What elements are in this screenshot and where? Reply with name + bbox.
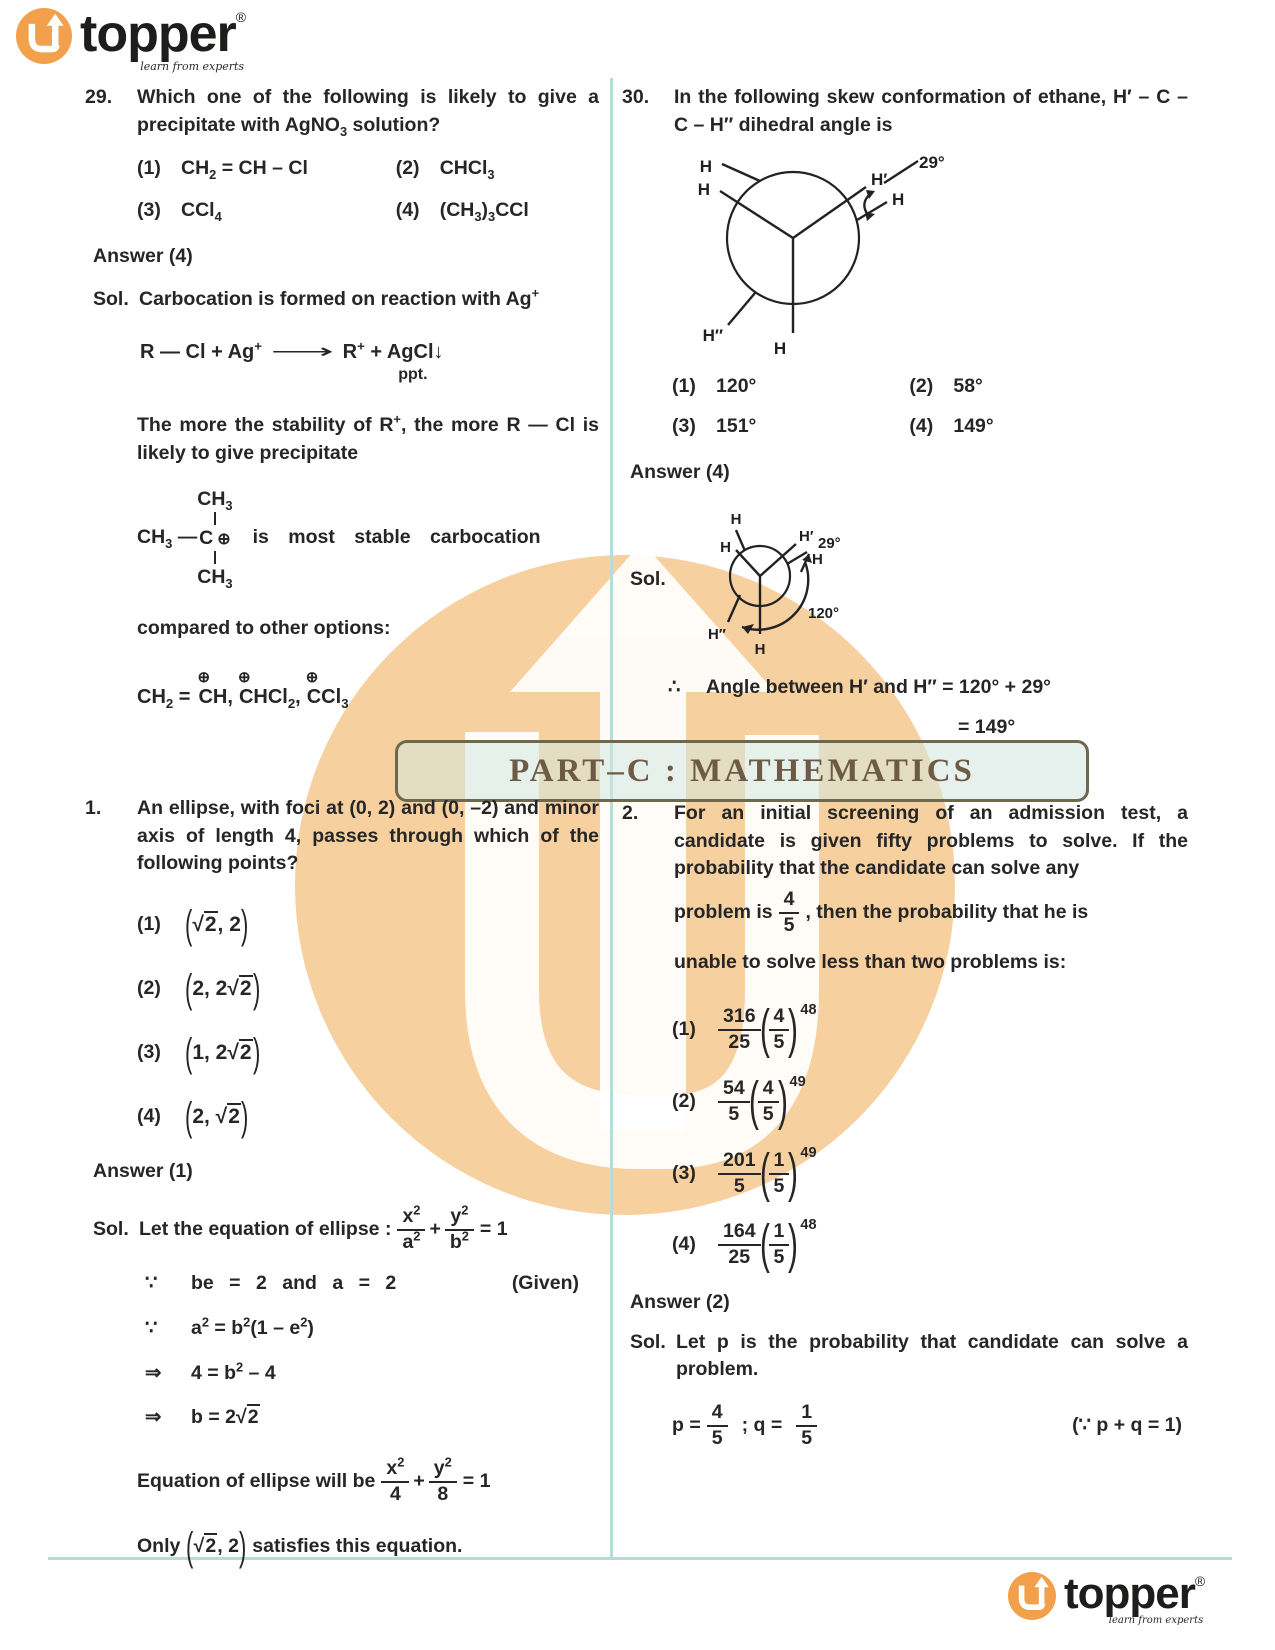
utopper-logo-icon: [16, 8, 72, 64]
atom-label: H″: [702, 326, 723, 346]
atom-label: H: [699, 157, 712, 177]
option-label: (4): [909, 415, 934, 438]
coeff-numerator: 201: [723, 1148, 756, 1171]
angle-label: 29°: [818, 535, 841, 553]
question-2-block: [622, 800, 1188, 1450]
option-value: √2, 2: [192, 913, 241, 937]
newman-projection-solution: [690, 494, 875, 664]
carbocation-3: CCl$_3$: [306, 685, 349, 711]
implies-symbol: ⇒: [145, 1361, 162, 1384]
paren: (: [759, 999, 770, 1060]
option-label: (4): [672, 1233, 696, 1256]
option-label: (2): [909, 375, 934, 398]
brand-name: topper: [80, 5, 236, 63]
option-value: $(CH_3)_3CCl$: [439, 199, 529, 224]
structure-bottom-group: $CH_3$: [197, 566, 233, 592]
paren: ): [252, 967, 260, 1012]
registered-mark: ®: [1194, 1573, 1206, 1589]
p-equals: p =: [672, 1414, 701, 1437]
numerator: 1: [801, 1401, 813, 1424]
option-label: (1): [672, 375, 696, 398]
answer-line: Answer (1): [93, 1160, 193, 1183]
angle-label: 120°: [808, 605, 840, 623]
denominator: 5: [769, 1029, 790, 1054]
question-1-block: [85, 795, 599, 1569]
numerator: 4: [783, 888, 795, 911]
precipitate-note: ppt.: [398, 365, 428, 383]
structure-top-group: $CH_3$: [197, 487, 233, 513]
paren: ): [252, 1031, 260, 1076]
solution-label: Sol.: [93, 1217, 129, 1240]
equation-lead: Equation of ellipse will be: [137, 1470, 376, 1493]
option-value: 1, 2√2: [192, 1041, 252, 1065]
implies-symbol: ⇒: [145, 1406, 162, 1429]
bond-line: [214, 551, 217, 564]
closing-text-a: Only: [137, 1534, 181, 1557]
reaction-equation: [140, 338, 599, 386]
compared-note: compared to other options:: [137, 616, 391, 639]
bond-line: [214, 512, 217, 525]
question-text: For an initial screening of an admission test, a candidate is given fifty problems to solve. If the probability that the candidate can solve any: [674, 802, 1188, 880]
denominator: 5: [769, 1173, 790, 1198]
paren: (: [748, 1070, 759, 1131]
utopper-logo-top: [16, 5, 247, 73]
solution-text: Carbocation is formed on reaction with Ag+: [139, 285, 540, 311]
question-text: In the following skew conformation of ethane, H′ – C – C – H″ dihedral angle is: [674, 86, 1188, 136]
coeff-denominator: 25: [718, 1244, 761, 1269]
coeff-denominator: 5: [718, 1173, 761, 1198]
atom-label: H: [812, 551, 823, 569]
angle-label: 29°: [919, 153, 945, 173]
reaction-arrow-icon: ⟶: [270, 341, 334, 364]
question-text-end: unable to solve less than two problems is:: [674, 950, 1067, 973]
answer-line: Answer (4): [630, 460, 730, 483]
option-label: (3): [137, 199, 161, 222]
q-equals: ; q =: [741, 1414, 783, 1437]
option-label: (2): [395, 157, 420, 180]
option-label: (2): [672, 1090, 696, 1113]
plus-charge-icon: ⊕: [305, 668, 319, 686]
solution-text: Let p is the probability that candidate can solve a problem.: [676, 1330, 1188, 1381]
exponent: 49: [800, 1145, 817, 1162]
step-text: be = 2 and a = 2: [191, 1272, 397, 1295]
answer-line: Answer (4): [93, 244, 193, 267]
brand-tagline: learn from experts: [1108, 1615, 1204, 1626]
formula-prefix: $CH_2$ =: [137, 685, 191, 711]
conclusion-text: Angle between H′ and H″ = 120° + 29°: [706, 676, 1051, 699]
therefore-symbol: ∴: [668, 676, 681, 699]
atom-label: H″: [707, 626, 726, 644]
brand-name: topper: [1064, 1569, 1195, 1618]
paren: ): [777, 1070, 788, 1131]
solution-label: Sol.: [93, 288, 129, 311]
separator: ,: [295, 685, 301, 708]
denominator: 5: [758, 1101, 779, 1126]
plus-charge-icon: ⊕: [217, 531, 231, 549]
paren: ): [240, 1095, 249, 1140]
options-q30: [672, 373, 1188, 440]
atom-label: H: [720, 539, 731, 557]
coeff-numerator: 54: [723, 1077, 745, 1100]
exponent: 48: [800, 1001, 817, 1018]
coeff-numerator: 316: [723, 1005, 756, 1028]
closing-text-b: satisfies this equation.: [252, 1534, 463, 1557]
solution-lead: Let the equation of ellipse :: [139, 1217, 392, 1240]
paren: ): [238, 1524, 247, 1569]
option-label: (2): [137, 977, 161, 1000]
option-label: (3): [137, 1041, 161, 1064]
numerator: 1: [773, 1220, 785, 1243]
option-label: (1): [672, 1018, 696, 1041]
structure-center-atom: C: [199, 527, 214, 550]
structure-left-group: $CH_3$ —: [137, 526, 198, 552]
coeff-denominator: 25: [718, 1029, 761, 1054]
equals-one: = 1: [479, 1217, 508, 1240]
plus-charge-icon: ⊕: [197, 668, 211, 686]
exponent: 48: [800, 1216, 817, 1233]
paren: (: [759, 1214, 770, 1275]
because-note: (∵ p + q = 1): [1072, 1414, 1182, 1437]
option-value: 149°: [953, 415, 994, 438]
option-value: 58°: [953, 375, 983, 398]
exponent: 49: [789, 1073, 806, 1090]
paren: ): [240, 903, 249, 948]
denominator: 5: [796, 1425, 817, 1450]
precipitate-arrow-icon: ↓: [433, 341, 444, 364]
atom-label: H: [697, 180, 710, 200]
denominator: $a^2$: [397, 1229, 425, 1254]
because-symbol: ∵: [145, 1317, 158, 1340]
carbocation-1: CH: [198, 685, 228, 708]
registered-mark: ®: [235, 9, 247, 25]
separator: ,: [227, 685, 233, 708]
option-value: $CH_2$ = CH – Cl: [181, 157, 308, 183]
section-banner-part-c-mathematics: PART–C : MATHEMATICS: [395, 740, 1089, 802]
atom-label: H′: [799, 528, 814, 546]
option-value: 2, √2: [192, 1105, 240, 1129]
step-text: $4 = b^2 - 4$: [191, 1359, 276, 1384]
step-text: b = 2√2: [191, 1406, 259, 1429]
brand-tagline: learn from experts: [140, 60, 245, 73]
question-30-block: [622, 84, 1188, 742]
because-symbol: ∵: [145, 1272, 158, 1295]
options-q29: [137, 155, 599, 224]
option-label: (4): [137, 1105, 161, 1128]
atom-label: H′: [871, 170, 888, 190]
atom-label: H: [773, 339, 787, 359]
paren: (: [184, 1031, 193, 1076]
question-text-mid-b: , then the probability that he is: [805, 901, 1089, 924]
newman-projection-question: [660, 147, 980, 359]
question-text: An ellipse, with foci at (0, 2) and (0, –2) and minor axis of length 4, passes through which of the following points?: [137, 797, 599, 875]
denominator: 4: [381, 1481, 409, 1506]
option-value: CCl$_4$: [181, 199, 222, 224]
reaction-left: R — Cl + Ag+: [140, 338, 262, 364]
column-divider: [610, 78, 613, 1558]
option-label: (4): [395, 199, 420, 222]
plus-sign: +: [413, 1470, 425, 1493]
equals-one: = 1: [462, 1470, 491, 1493]
stability-note: The more the stability of R+, the more R — Cl is likely to give precipitate: [137, 411, 599, 464]
option-label: (1): [137, 913, 161, 936]
solution-label: Sol.: [630, 567, 666, 590]
paren: (: [184, 967, 193, 1012]
ellipse-equation: [397, 1202, 508, 1254]
option-value: 151°: [716, 415, 757, 438]
option-label: (1): [137, 157, 161, 180]
numerator: $x^2$: [402, 1202, 421, 1227]
denominator: 5: [769, 1244, 790, 1269]
reaction-right: R+ + AgCl: [342, 338, 434, 364]
question-number: 30.: [622, 86, 650, 108]
utopper-logo-icon: [1008, 1572, 1056, 1620]
denominator: $b^2$: [445, 1229, 474, 1254]
numerator: $y^2$: [433, 1454, 452, 1480]
coeff-numerator: 164: [723, 1220, 756, 1243]
question-29-block: [85, 84, 599, 711]
question-text: Which one of the following is likely to give a precipitate with AgNO$_3$ solution?: [137, 86, 599, 139]
paren: ): [788, 999, 799, 1060]
option-value: 120°: [716, 375, 757, 398]
question-number: 1.: [85, 797, 102, 819]
numerator: 4: [711, 1401, 723, 1424]
atom-label: H: [730, 511, 742, 529]
paren: (: [186, 1524, 194, 1569]
question-number: 2.: [622, 802, 639, 824]
numerator: $y^2$: [450, 1202, 469, 1227]
option-label: (3): [672, 1161, 696, 1184]
paren: ): [788, 1142, 799, 1203]
carbocation-2: CHCl$_2$: [238, 685, 296, 711]
numerator: $x^2$: [386, 1454, 405, 1480]
answer-line: Answer (2): [630, 1291, 730, 1314]
closing-point: √2, 2: [193, 1534, 239, 1557]
atom-label: H: [754, 641, 766, 659]
given-note: (Given): [511, 1272, 579, 1295]
paren: (: [184, 903, 193, 948]
structure-caption: is most stable carbocation: [252, 526, 541, 549]
final-ellipse-equation: [381, 1454, 491, 1506]
plus-charge-icon: ⊕: [237, 668, 251, 686]
paren: (: [759, 1142, 770, 1203]
numerator: 4: [773, 1005, 785, 1028]
option-label: (3): [672, 415, 696, 438]
denominator: 8: [429, 1481, 457, 1506]
numerator: 4: [762, 1077, 774, 1100]
numerator: 1: [773, 1148, 785, 1171]
conclusion-result: = 149°: [958, 716, 1016, 739]
other-carbocations-formula: [137, 668, 599, 711]
step-text: $a^2 = b^2(1 - e^2)$: [191, 1314, 314, 1340]
option-value: 2, 2√2: [192, 977, 252, 1001]
coeff-denominator: 5: [718, 1101, 750, 1126]
denominator: 5: [779, 912, 800, 937]
option-value: CHCl$_3$: [439, 157, 495, 183]
paren: (: [184, 1095, 193, 1140]
utopper-logo-bottom: [1008, 1569, 1206, 1626]
question-text-mid-a: problem is: [674, 901, 773, 924]
carbocation-structure: [137, 487, 599, 592]
denominator: 5: [707, 1425, 728, 1450]
plus-sign: +: [429, 1217, 441, 1240]
question-number: 29.: [85, 86, 113, 108]
paren: ): [788, 1214, 799, 1275]
solution-label: Sol.: [630, 1330, 666, 1353]
atom-label: H: [892, 190, 905, 210]
